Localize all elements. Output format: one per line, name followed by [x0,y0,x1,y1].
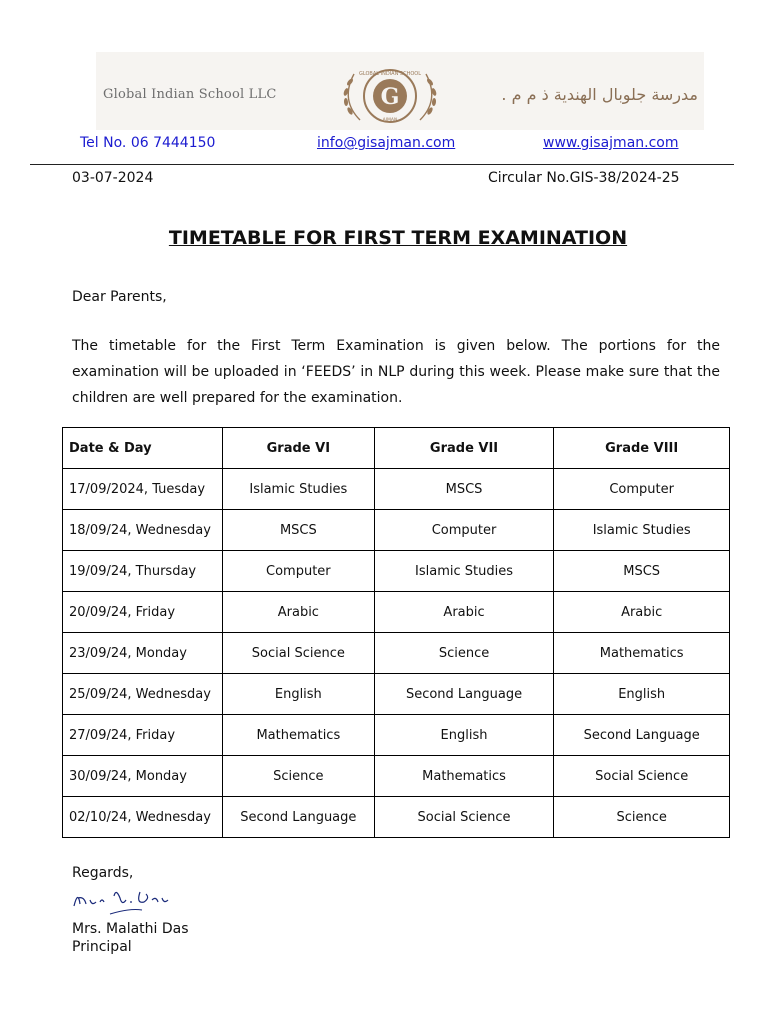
subject-cell: MSCS [222,510,374,551]
date-cell: 17/09/2024, Tuesday [63,469,223,510]
subject-cell: Social Science [222,633,374,674]
subject-cell: English [222,674,374,715]
column-header: Grade VIII [554,428,730,469]
circular-date: 03-07-2024 [72,170,154,186]
salutation: Dear Parents, [72,289,167,305]
table-row [63,510,730,551]
subject-cell: English [554,674,730,715]
subject-cell: Arabic [222,592,374,633]
column-header: Grade VI [222,428,374,469]
header-divider [30,164,734,165]
email-link[interactable]: info@gisajman.com [317,135,456,151]
subject-cell: Computer [374,510,554,551]
telephone: Tel No. 06 7444150 [80,135,216,151]
table-row [63,592,730,633]
school-name-arabic: مدرسة جلوبال الهندية ذ م م . [501,85,698,104]
date-cell: 19/09/24, Thursday [63,551,223,592]
date-cell: 20/09/24, Friday [63,592,223,633]
subject-cell: Social Science [554,756,730,797]
website-link[interactable]: www.gisajman.com [543,135,679,151]
exam-timetable [62,427,730,838]
subject-cell: Computer [554,469,730,510]
subject-cell: Mathematics [554,633,730,674]
subject-cell: MSCS [374,469,554,510]
logo-ring-text: GLOBAL INDIAN SCHOOL [358,71,422,77]
closing-regards: Regards, [72,865,134,881]
subject-cell: Arabic [554,592,730,633]
table-header-row [63,428,730,469]
logo-letter: G [380,84,400,110]
column-header: Date & Day [63,428,223,469]
date-cell: 25/09/24, Wednesday [63,674,223,715]
date-cell: 02/10/24, Wednesday [63,797,223,838]
subject-cell: Social Science [374,797,554,838]
subject-cell: English [374,715,554,756]
table-row [63,551,730,592]
principal-title: Principal [72,939,132,955]
column-header: Grade VII [374,428,554,469]
table-row [63,633,730,674]
subject-cell: Mathematics [374,756,554,797]
school-logo [330,60,450,132]
date-cell: 30/09/24, Monday [63,756,223,797]
date-cell: 18/09/24, Wednesday [63,510,223,551]
table-row [63,756,730,797]
school-name-english: Global Indian School LLC [103,87,277,102]
body-paragraph: The timetable for the First Term Examination is given below. The portions for the examination will be uploaded in ‘FEEDS’ in NLP during this week. Please make sure that the children are well prepared for the examination. [72,338,720,406]
subject-cell: Computer [222,551,374,592]
subject-cell: Arabic [374,592,554,633]
logo-ring-text-bottom: AJMAN [382,118,398,123]
subject-cell: MSCS [554,551,730,592]
subject-cell: Islamic Studies [554,510,730,551]
principal-name: Mrs. Malathi Das [72,921,189,937]
table-row [63,674,730,715]
subject-cell: Second Language [554,715,730,756]
principal-signature [70,884,180,920]
page-title: TIMETABLE FOR FIRST TERM EXAMINATION [168,227,628,249]
subject-cell: Science [374,633,554,674]
subject-cell: Second Language [374,674,554,715]
date-cell: 23/09/24, Monday [63,633,223,674]
table-row [63,715,730,756]
date-cell: 27/09/24, Friday [63,715,223,756]
subject-cell: Second Language [222,797,374,838]
subject-cell: Mathematics [222,715,374,756]
circular-number: Circular No.GIS-38/2024-25 [488,170,680,186]
subject-cell: Islamic Studies [374,551,554,592]
subject-cell: Science [554,797,730,838]
table-row [63,797,730,838]
subject-cell: Science [222,756,374,797]
table-row [63,469,730,510]
subject-cell: Islamic Studies [222,469,374,510]
